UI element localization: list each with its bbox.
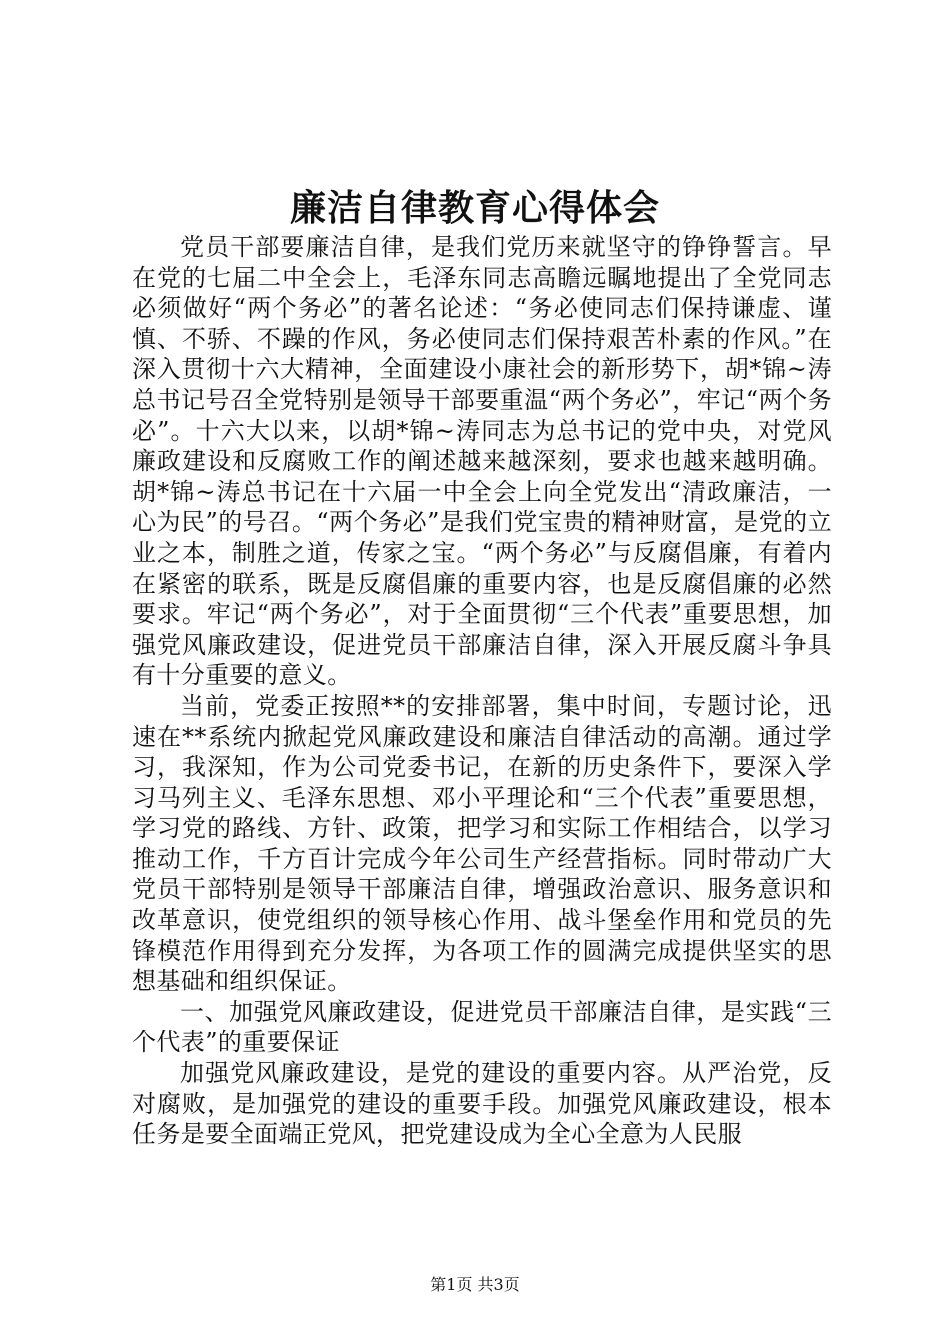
section-heading-one: 一、加强党风廉政建设，促进党员干部廉洁自律，是实践“三个代表”的重要保证 <box>132 997 832 1057</box>
paragraph-current-work: 当前，党委正按照**的安排部署，集中时间，专题讨论，迅速在**系统内掀起党风廉政建设和廉洁自律活动的高潮。通过学习，我深知，作为公司党委书记，在新的历史条件下，要深入学习马列主义、毛泽东思想、邓小平理论和“三个代表”重要思想，学习党的路线、方针、政策，把学习和实际工作相结合，以学习推动工作，千方百计完成今年公司生产经营指标。同时带动广大党员干部特别是领导干部廉洁自律，增强政治意识、服务意识和改革意识，使党组织的领导核心作用、战斗堡垒作用和党员的先锋模范作用得到充分发挥，为各项工作的圆满完成提供坚实的思想基础和组织保证。 <box>132 691 832 996</box>
paragraph-section-one: 加强党风廉政建设，是党的建设的重要内容。从严治党，反对腐败，是加强党的建设的重要手段。加强党风廉政建设，根本任务是要全面端正党风，把党建设成为全心全意为人民服 <box>132 1059 832 1149</box>
document-title: 廉洁自律教育心得体会 <box>289 187 660 229</box>
document-body <box>132 232 832 1150</box>
paragraph-intro: 党员干部要廉洁自律，是我们党历来就坚守的铮铮誓言。早在党的七届二中全会上，毛泽东同志高瞻远瞩地提出了全党同志必须做好“两个务必”的著名论述：“务必使同志们保持谦虚、谨慎、不骄、不躁的作风，务必使同志们保持艰苦朴素的作风。”在深入贯彻十六大精神，全面建设小康社会的新形势下，胡*锦~涛总书记号召全党特别是领导干部要重温“两个务必”，牢记“两个务必”。十六大以来，以胡*锦~涛同志为总书记的党中央，对党风廉政建设和反腐败工作的阐述越来越深刻，要求也越来越明确。胡*锦~涛总书记在十六届一中全会上向全党发出“清政廉洁，一心为民”的号召。“两个务必”是我们党宝贵的精神财富，是党的立业之本，制胜之道，传家之宝。“两个务必”与反腐倡廉，有着内在紧密的联系，既是反腐倡廉的重要内容，也是反腐倡廉的必然要求。牢记“两个务必”，对于全面贯彻“三个代表”重要思想，加强党风廉政建设，促进党员干部廉洁自律，深入开展反腐斗争具有十分重要的意义。 <box>132 233 832 690</box>
page-number-footer: 第1页 共3页 <box>430 1275 520 1294</box>
